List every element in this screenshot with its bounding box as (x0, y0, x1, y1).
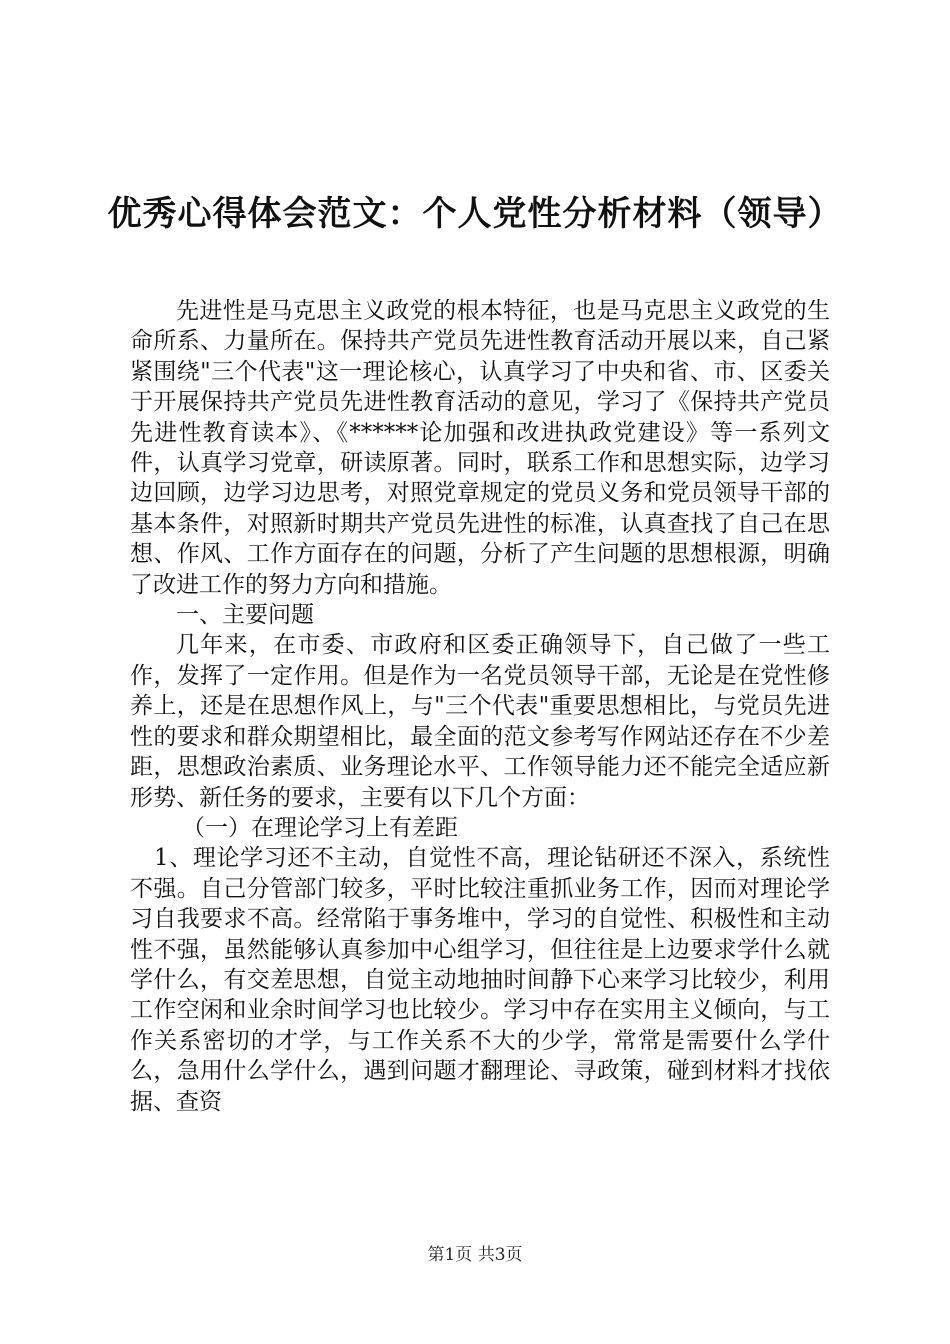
paragraph-main-problems: 几年来，在市委、市政府和区委正确领导下，自己做了一些工作，发挥了一定作用。但是作为一名党员领导干部，无论是在党性修养上，还是在思想作风上，与"三个代表"重要思想相比，与党员先进性的要求和群众期望相比，最全面的范文参考写作网站还存在不少差距，思想政治素质、业务理论水平、工作领导能力还不能完全适应新形势、新任务的要求，主要有以下几个方面： (130, 632, 830, 811)
paragraph-intro: 先进性是马克思主义政党的根本特征，也是马克思主义政党的生命所系、力量所在。保持共产党员先进性教育活动开展以来，自己紧紧围绕"三个代表"这一理论核心，认真学习了中央和省、市、区委关于开展保持共产党员先进性教育活动的意见，学习了《保持共产党员先进性教育读本》、《******论加强和改进执政党建设》等一系列文件，认真学习党章，研读原著。同时，联系工作和思想实际，边学习边回顾，边学习边思考，对照党章规定的党员义务和党员领导干部的基本条件，对照新时期共产党员先进性的标准，认真查找了自己在思想、作风、工作方面存在的问题，分析了产生问题的思想根源，明确了改进工作的努力方向和措施。 (130, 298, 830, 598)
document-body (130, 296, 830, 1117)
paragraph-theory-study-1: 1、理论学习还不主动，自觉性不高，理论钻研还不深入，系统性不强。自己分管部门较多，平时比较注重抓业务工作，因而对理论学习自我要求不高。经常陷于事务堆中，学习的自觉性、积极性和主动性不强，虽然能够认真参加中心组学习，但往往是上边要求学什么就学什么，有交差思想，自觉主动地抽时间静下心来学习比较少，利用工作空闲和业余时间学习也比较少。学习中存在实用主义倾向，与工作关系密切的才学，与工作关系不大的少学，常常是需要什么学什么，急用什么学什么，遇到问题才翻理论、寻政策，碰到材料才找依据、查资 (130, 845, 830, 1115)
section-heading-main-problems: 一、主要问题 (176, 602, 314, 629)
document-title: 优秀心得体会范文：个人党性分析材料（领导） (107, 194, 843, 234)
subsection-heading-theory-study: （一）在理论学习上有差距 (182, 814, 458, 841)
page-footer: 第1页 共3页 (427, 1245, 523, 1265)
